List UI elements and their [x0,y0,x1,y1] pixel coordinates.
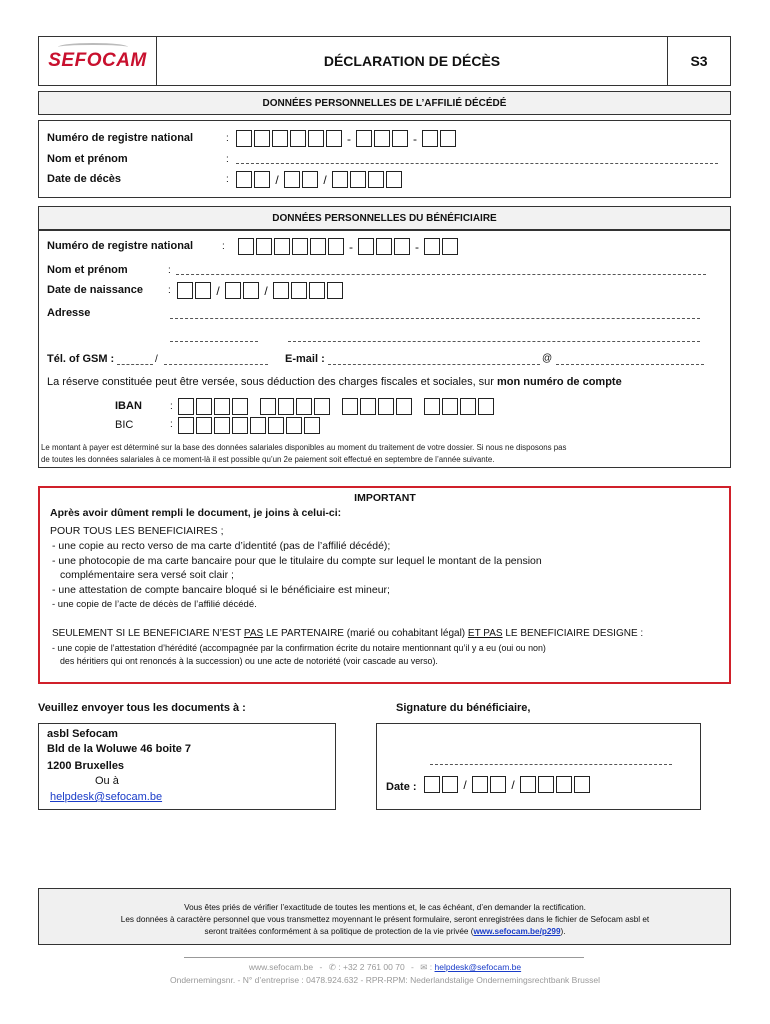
benef-name-label: Nom et prénom [47,264,128,276]
header-code-box [667,36,731,86]
benef-address-line-1[interactable] [170,318,700,319]
benef-birth-date-label: Date de naissance [47,284,143,296]
signature-date-label: Date : [386,781,417,793]
footer-email-link[interactable]: helpdesk@sefocam.be [434,962,522,972]
benef-email-label: E-mail : [285,353,325,365]
footer-contacts: www.sefocam.be - ✆ : +32 2 761 00 70 - ✉ : helpdesk@sefocam.be [248,962,522,972]
benef-address-label: Adresse [47,307,91,319]
send-org: asbl Sefocam [47,728,118,740]
deceased-name-label: Nom et prénom [47,153,128,165]
privacy-line-3: seront traitées conformément à sa politique de protection de la vie privée (www.sefocam.be/p299). [204,927,566,936]
signature-field[interactable] [430,764,672,765]
phone-icon: ✆ [328,962,336,972]
benef-gsm-number-field[interactable] [164,364,268,365]
signature-date-field[interactable]: / / [424,776,592,793]
form-code: S3 [690,53,708,69]
sefocam-logo: SEFOCAM [48,50,147,72]
footer-phone: +32 2 761 00 70 [342,962,405,972]
benef-address-line-2b[interactable] [288,341,700,342]
section-beneficiary-box [38,230,731,468]
header-logo-box [38,36,157,86]
mail-icon: ✉ [420,962,428,972]
section-beneficiary-title: DONNÉES PERSONNELLES DU BÉNÉFICIAIRE [38,206,731,230]
important-all-beneficiaries: POUR TOUS LES BENEFICIAIRES ; [50,525,224,537]
footer-company-info: Ondernemingsnr. - N° d’entreprise : 0478.924.632 - RPR-RPM: Nederlandstalige Ondernemingsrechtbank Brussel [169,975,601,985]
benef-address-line-2a[interactable] [170,341,258,342]
privacy-line-2: Les données à caractère personnel que vous transmettez moyennant le présent formulaire, seront enregistrées dans le fichier de Sefocam asbl et [120,915,650,924]
benef-birth-date-field[interactable]: / / [177,282,345,299]
signature-box [376,723,701,810]
footer-website[interactable]: www.sefocam.be [248,962,314,972]
deceased-nrn-label: Numéro de registre national [47,132,194,144]
footer-rule [184,957,584,958]
send-street: Bld de la Woluwe 46 boite 7 [47,743,192,755]
important-only-if: SEULEMENT SI LE BENEFICIARE N’EST PAS LE PARTENAIRE (marié ou cohabitant légal) ET PAS LE BENEFICIAIRE DESIGNE : [52,628,644,639]
header-title-box [156,36,668,86]
privacy-line-1: Vous êtes priés de vérifier l’exactitude de toutes les mentions et, le cas échéant, d’en demander la rectification. [184,903,586,912]
page-title: DÉCLARATION DE DÉCÈS [323,53,501,69]
send-or: Ou à [95,775,119,787]
important-heir-2: des héritiers qui ont renoncés à la succession) ou une acte de notoriété (voir cascade au verso). [60,656,438,666]
bic-label: BIC [115,419,134,431]
deceased-name-field[interactable] [236,163,718,164]
reserve-text: La réserve constituée peut être versée, sous déduction des charges fiscales et sociales, sur mon numéro de compte [47,376,622,388]
section-deceased-title: DONNÉES PERSONNELLES DE L’AFFILIÉ DÉCÉDÉ [38,91,731,115]
important-item-4: - une copie de l’acte de décès de l’affilié décédé. [52,599,257,610]
payment-note-line-1: Le montant à payer est déterminé sur la base des données salariales disponibles au moment du traitement de votre dossier. Si nous ne disposons pas [41,443,567,452]
payment-note-line-2: de toutes les données salariales à ce moment-là il est possible qu’un 2e paiement soit effectué en septembre de l’année suivante. [41,455,495,464]
important-item-1: - une copie au recto verso de ma carte d’identité (pas de l’affilié décédé); [52,540,391,552]
helpdesk-email-link[interactable]: helpdesk@sefocam.be [50,791,163,803]
colon: : [226,133,229,144]
privacy-policy-link[interactable]: www.sefocam.be/p299 [473,927,561,936]
important-title: IMPORTANT [354,492,416,504]
deceased-nrn-field[interactable]: - - [236,130,458,147]
important-item-2a: - une photocopie de ma carte bancaire pour que le titulaire du compte sur lequel le montant de la pension [52,555,542,567]
send-label: Veuillez envoyer tous les documents à : [38,702,246,714]
important-item-3: - une attestation de compte bancaire bloqué si le bénéficiaire est mineur; [52,584,390,596]
benef-gsm-prefix-field[interactable] [117,364,153,365]
deceased-death-date-label: Date de décès [47,173,121,185]
benef-gsm-label: Tél. of GSM : [47,353,115,365]
important-intro: Après avoir dûment rempli le document, je joins à celui-ci: [50,507,342,519]
signature-label: Signature du bénéficiaire, [396,702,531,714]
bic-field[interactable] [178,417,322,434]
send-city: 1200 Bruxelles [47,760,125,772]
benef-email-domain-field[interactable] [556,364,704,365]
iban-label: IBAN [115,400,142,412]
benef-email-user-field[interactable] [328,364,540,365]
benef-nrn-label: Numéro de registre national [47,240,194,252]
benef-nrn-field[interactable]: - - [238,238,460,255]
important-heir-1: - une copie de l’attestation d’hérédité (accompagnée par la confirmation écrite du notaire mentionnant qu’il y a eu (oui ou non) [52,643,546,653]
deceased-death-date-field[interactable]: / / [236,171,404,188]
benef-name-field[interactable] [176,274,706,275]
iban-field[interactable] [178,398,496,415]
important-item-2b: complémentaire sera versé soit clair ; [60,569,234,581]
